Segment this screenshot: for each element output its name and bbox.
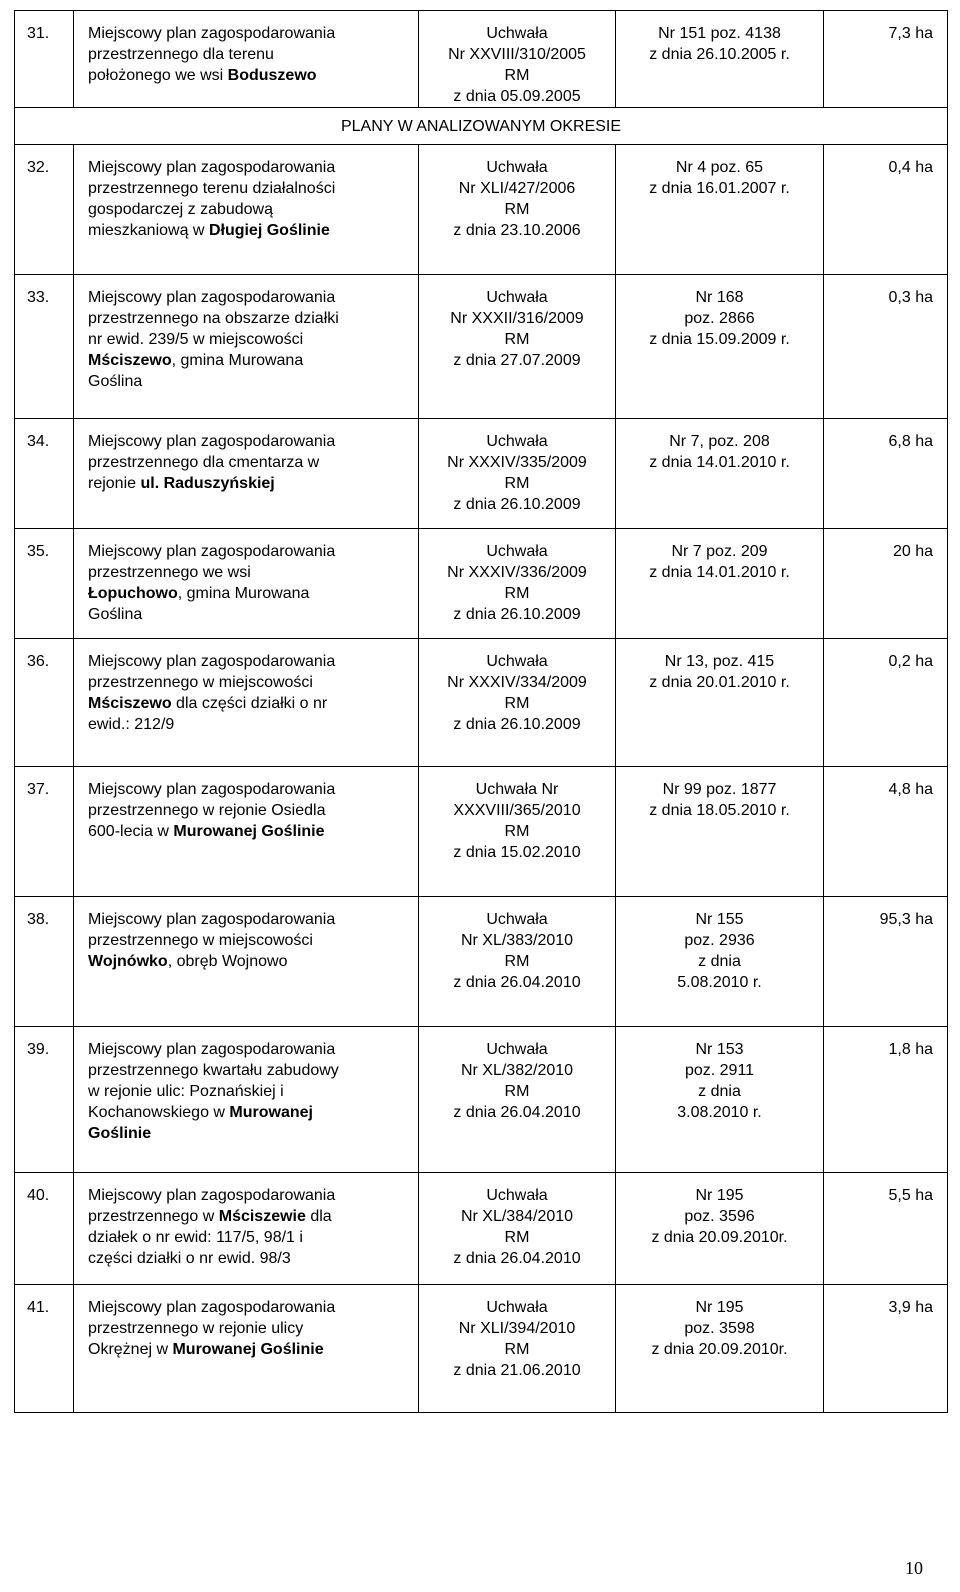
table-row — [15, 275, 948, 419]
row-number: 41. — [15, 1285, 74, 1413]
table-row — [15, 1027, 948, 1173]
row-number: 33. — [15, 275, 74, 419]
resolution-cell: Uchwała Nr XXXII/316/2009 RM z dnia 27.07.2009 — [419, 275, 616, 419]
table-row — [15, 529, 948, 639]
area-cell: 95,3 ha — [824, 897, 948, 1027]
plan-name: Miejscowy plan zagospodarowania przestrzennego w Mściszewie dla działek o nr ewid: 117/5, 98/1 i części działki o nr ewid. 98/3 — [74, 1173, 419, 1285]
publication-cell: Nr 195 poz. 3596 z dnia 20.09.2010r. — [616, 1173, 824, 1285]
table-row — [15, 767, 948, 897]
plan-name: Miejscowy plan zagospodarowania przestrzennego w rejonie Osiedla 600-lecia w Murowanej Goślinie — [74, 767, 419, 897]
resolution-cell: Uchwała Nr XLI/427/2006 RM z dnia 23.10.2006 — [419, 145, 616, 275]
plan-name: Miejscowy plan zagospodarowania przestrzennego w miejscowości Wojnówko, obręb Wojnowo — [74, 897, 419, 1027]
row-number: 31. — [15, 11, 74, 108]
publication-cell: Nr 151 poz. 4138 z dnia 26.10.2005 r. — [616, 11, 824, 108]
plan-name: Miejscowy plan zagospodarowania przestrzennego dla cmentarza w rejonie ul. Raduszyńskiej — [74, 419, 419, 529]
plan-name: Miejscowy plan zagospodarowania przestrzennego w miejscowości Mściszewo dla części działki o nr ewid.: 212/9 — [74, 639, 419, 767]
resolution-cell: Uchwała Nr XL/384/2010 RM z dnia 26.04.2010 — [419, 1173, 616, 1285]
resolution-cell: Uchwała Nr XXXIV/335/2009 RM z dnia 26.10.2009 — [419, 419, 616, 529]
plan-name: Miejscowy plan zagospodarowania przestrzennego kwartału zabudowy w rejonie ulic: Poznańskiej i Kochanowskiego w Murowanej Goślinie — [74, 1027, 419, 1173]
area-cell: 3,9 ha — [824, 1285, 948, 1413]
area-cell: 6,8 ha — [824, 419, 948, 529]
row-number: 36. — [15, 639, 74, 767]
resolution-cell: Uchwała Nr XXXIV/336/2009 RM z dnia 26.10.2009 — [419, 529, 616, 639]
plan-name: Miejscowy plan zagospodarowania przestrzennego na obszarze działki nr ewid. 239/5 w miejscowości Mściszewo, gmina Murowana Goślina — [74, 275, 419, 419]
publication-cell: Nr 155 poz. 2936 z dnia 5.08.2010 r. — [616, 897, 824, 1027]
row-number: 40. — [15, 1173, 74, 1285]
plan-name: Miejscowy plan zagospodarowania przestrzennego dla terenu położonego we wsi Boduszewo — [74, 11, 419, 108]
plan-name: Miejscowy plan zagospodarowania przestrzennego terenu działalności gospodarczej z zabudową mieszkaniową w Długiej Goślinie — [74, 145, 419, 275]
table-row — [15, 1173, 948, 1285]
publication-cell: Nr 195 poz. 3598 z dnia 20.09.2010r. — [616, 1285, 824, 1413]
row-number: 37. — [15, 767, 74, 897]
area-cell: 1,8 ha — [824, 1027, 948, 1173]
section-header: PLANY W ANALIZOWANYM OKRESIE — [15, 108, 948, 145]
area-cell: 0,4 ha — [824, 145, 948, 275]
resolution-cell: Uchwała Nr XXXIV/334/2009 RM z dnia 26.10.2009 — [419, 639, 616, 767]
area-cell: 0,3 ha — [824, 275, 948, 419]
resolution-cell: Uchwała Nr XXXVIII/365/2010 RM z dnia 15.02.2010 — [419, 767, 616, 897]
publication-cell: Nr 7 poz. 209 z dnia 14.01.2010 r. — [616, 529, 824, 639]
resolution-cell: Uchwała Nr XXVIII/310/2005 RM z dnia 05.09.2005 — [419, 11, 616, 108]
area-cell: 4,8 ha — [824, 767, 948, 897]
row-number: 34. — [15, 419, 74, 529]
publication-cell: Nr 99 poz. 1877 z dnia 18.05.2010 r. — [616, 767, 824, 897]
section-row — [15, 108, 948, 145]
publication-cell: Nr 153 poz. 2911 z dnia 3.08.2010 r. — [616, 1027, 824, 1173]
table-row — [15, 11, 948, 108]
table-row — [15, 897, 948, 1027]
publication-cell: Nr 13, poz. 415 z dnia 20.01.2010 r. — [616, 639, 824, 767]
table-row — [15, 639, 948, 767]
row-number: 32. — [15, 145, 74, 275]
table-row — [15, 419, 948, 529]
area-cell: 7,3 ha — [824, 11, 948, 108]
resolution-cell: Uchwała Nr XL/382/2010 RM z dnia 26.04.2010 — [419, 1027, 616, 1173]
resolution-cell: Uchwała Nr XL/383/2010 RM z dnia 26.04.2010 — [419, 897, 616, 1027]
area-cell: 20 ha — [824, 529, 948, 639]
table-row — [15, 1285, 948, 1413]
resolution-cell: Uchwała Nr XLI/394/2010 RM z dnia 21.06.2010 — [419, 1285, 616, 1413]
row-number: 35. — [15, 529, 74, 639]
page-number: 10 — [905, 1558, 923, 1578]
table-row — [15, 145, 948, 275]
publication-cell: Nr 168 poz. 2866 z dnia 15.09.2009 r. — [616, 275, 824, 419]
plan-name: Miejscowy plan zagospodarowania przestrzennego we wsi Łopuchowo, gmina Murowana Goślina — [74, 529, 419, 639]
publication-cell: Nr 4 poz. 65 z dnia 16.01.2007 r. — [616, 145, 824, 275]
row-number: 39. — [15, 1027, 74, 1173]
row-number: 38. — [15, 897, 74, 1027]
plan-name: Miejscowy plan zagospodarowania przestrzennego w rejonie ulicy Okrężnej w Murowanej Goślinie — [74, 1285, 419, 1413]
area-cell: 0,2 ha — [824, 639, 948, 767]
plans-table — [14, 10, 948, 1413]
publication-cell: Nr 7, poz. 208 z dnia 14.01.2010 r. — [616, 419, 824, 529]
area-cell: 5,5 ha — [824, 1173, 948, 1285]
